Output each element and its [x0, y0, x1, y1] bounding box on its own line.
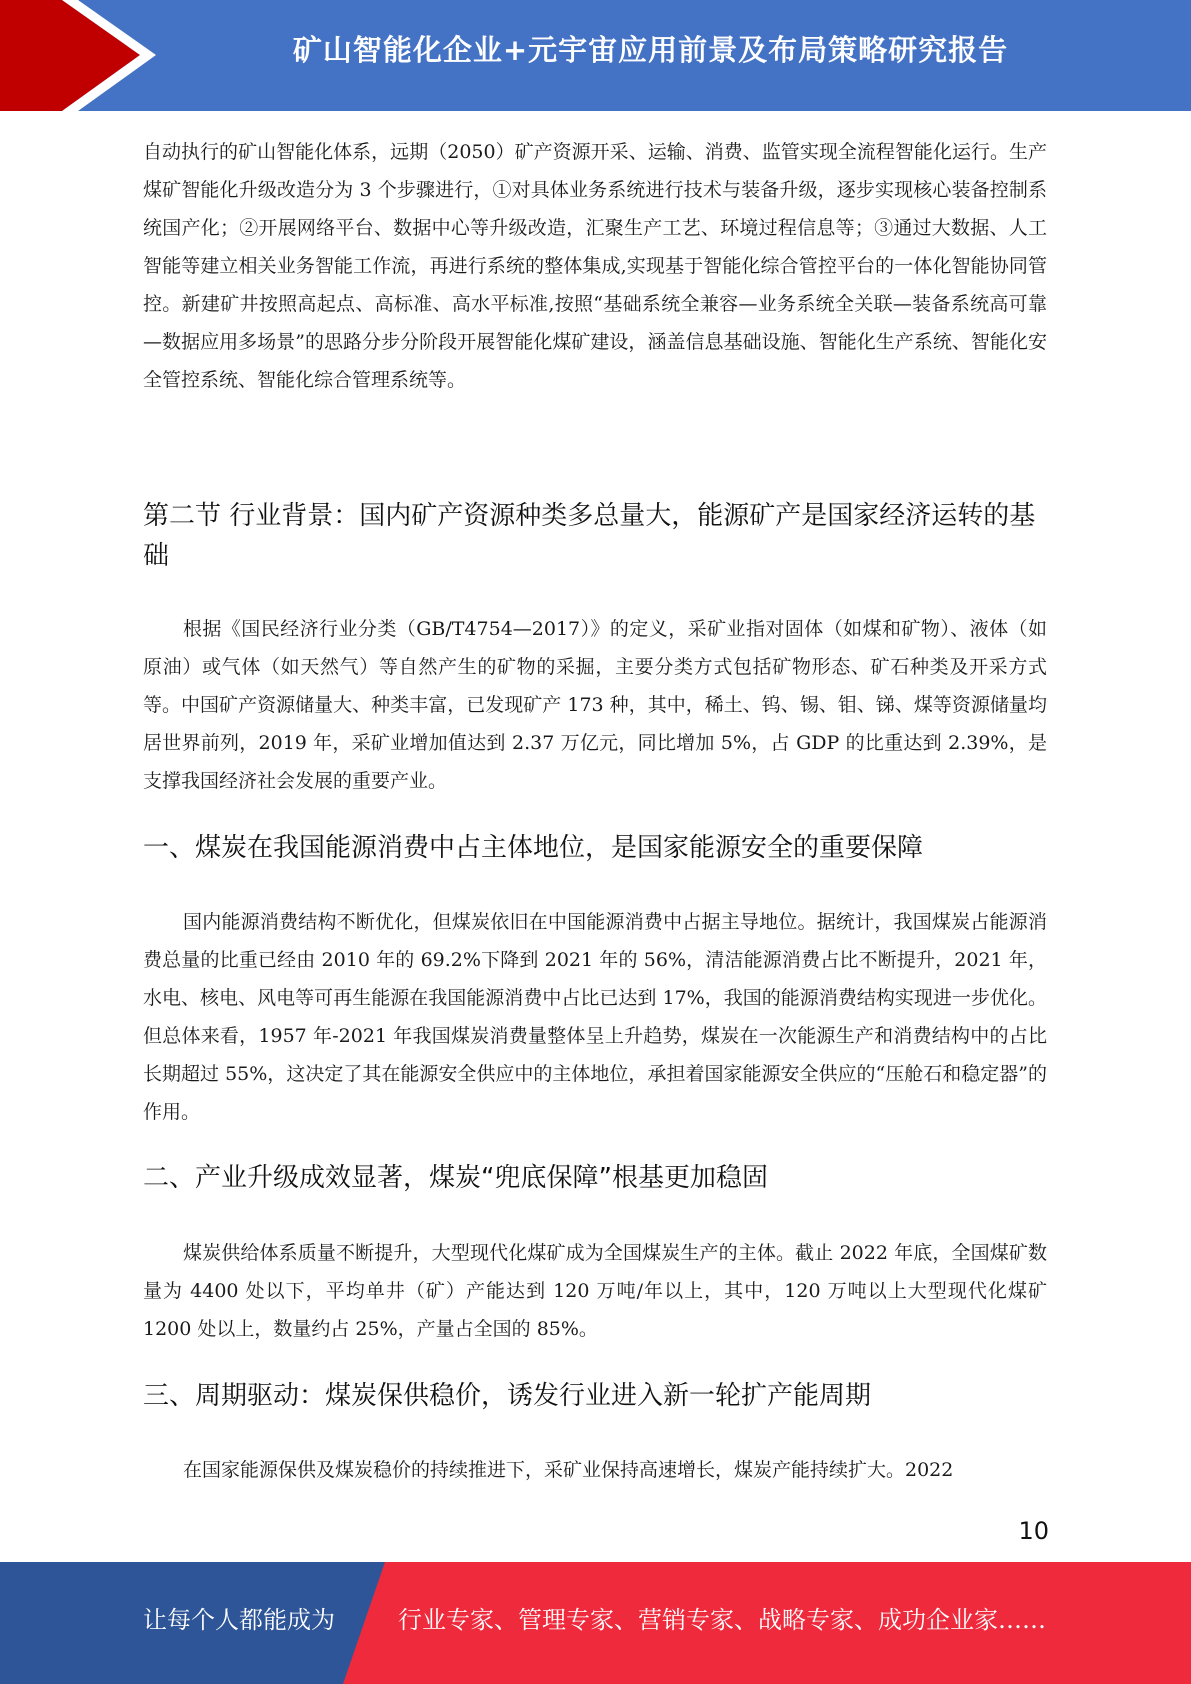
footer-slogan-right: 行业专家、管理专家、营销专家、战略专家、成功企业家……: [398, 1606, 1046, 1634]
header-chevron-decoration: [0, 0, 160, 111]
sub3-paragraph-block: [143, 1451, 1047, 1489]
sub2-paragraph-block: [143, 1234, 1047, 1348]
sub1-paragraph-block: [143, 903, 1047, 1131]
page-number: 10: [1018, 1517, 1049, 1545]
section-heading: 第二节 行业背景：国内矿产资源种类多总量大，能源矿产是国家经济运转的基础: [143, 501, 1036, 571]
sub3-block: [143, 1376, 1047, 1416]
intro-block: [143, 133, 1047, 399]
sub-heading-3: 三、周期驱动：煤炭保供稳价，诱发行业进入新一轮扩产能周期: [143, 1381, 872, 1411]
sub-heading-2: 二、产业升级成效显著，煤炭“兜底保障”根基更加稳固: [143, 1163, 768, 1193]
section-paragraph: 根据《国民经济行业分类（GB/T4754—2017）》的定义，采矿业指对固体（如煤和矿物）、液体（如原油）或气体（如天然气）等自然产生的矿物的采掘，主要分类方式包括矿物形态、矿石种类及开采方式等。中国矿产资源储量大、种类丰富，已发现矿产 173 种，其中，稀土、钨、锡、钼、锑、煤等资源储量均居世界前列，2019 年，采矿业增加值达到 2.37 万亿元，同比增加 5%，占 GDP 的比重达到 2.39%，是支撑我国经济社会发展的重要产业。: [143, 618, 1047, 792]
page-footer: [0, 1562, 1191, 1684]
footer-slogan-left: 让每个人都能成为: [143, 1606, 335, 1634]
sub-paragraph-2: 煤炭供给体系质量不断提升，大型现代化煤矿成为全国煤炭生产的主体。截止 2022 年底，全国煤矿数量为 4400 处以下，平均单井（矿）产能达到 120 万吨/年以上，其中，120 万吨以上大型现代化煤矿 1200 处以上，数量约占 25%，产量占全国的 85%。: [143, 1242, 1047, 1340]
section-block: [143, 496, 1047, 576]
sub-paragraph-3: 在国家能源保供及煤炭稳价的持续推进下，采矿业保持高速增长，煤炭产能持续扩大。2022: [183, 1459, 954, 1481]
sub-heading-1: 一、煤炭在我国能源消费中占主体地位，是国家能源安全的重要保障: [143, 833, 924, 863]
sub2-block: [143, 1158, 1047, 1198]
intro-paragraph: 自动执行的矿山智能化体系，远期（2050）矿产资源开采、运输、消费、监管实现全流程智能化运行。生产煤矿智能化升级改造分为 3 个步骤进行，①对具体业务系统进行技术与装备升级，逐步实现核心装备控制系统国产化；②开展网络平台、数据中心等升级改造，汇聚生产工艺、环境过程信息等；③通过大数据、人工智能等建立相关业务智能工作流，再进行系统的整体集成,实现基于智能化综合管控平台的一体化智能协同管控。新建矿井按照高起点、高标准、高水平标准,按照“基础系统全兼容—业务系统全关联—装备系统高可靠—数据应用多场景”的思路分步分阶段开展智能化煤矿建设，涵盖信息基础设施、智能化生产系统、智能化安全管控系统、智能化综合管理系统等。: [143, 141, 1047, 391]
report-title: 矿山智能化企业+元宇宙应用前景及布局策略研究报告: [292, 33, 1009, 67]
page-header: [0, 0, 1191, 111]
sub1-block: [143, 828, 1047, 868]
sub-paragraph-1: 国内能源消费结构不断优化，但煤炭依旧在中国能源消费中占据主导地位。据统计，我国煤炭占能源消费总量的比重已经由 2010 年的 69.2%下降到 2021 年的 56%，清洁能源消费占比不断提升，2021 年，水电、核电、风电等可再生能源在我国能源消费中占比已达到 17%，我国的能源消费结构实现进一步优化。但总体来看，1957 年-2021 年我国煤炭消费量整体呈上升趋势，煤炭在一次能源生产和消费结构中的占比长期超过 55%，这决定了其在能源安全供应中的主体地位，承担着国家能源安全供应的“压舱石和稳定器”的作用。: [143, 911, 1047, 1123]
section-paragraph-block: [143, 610, 1047, 800]
